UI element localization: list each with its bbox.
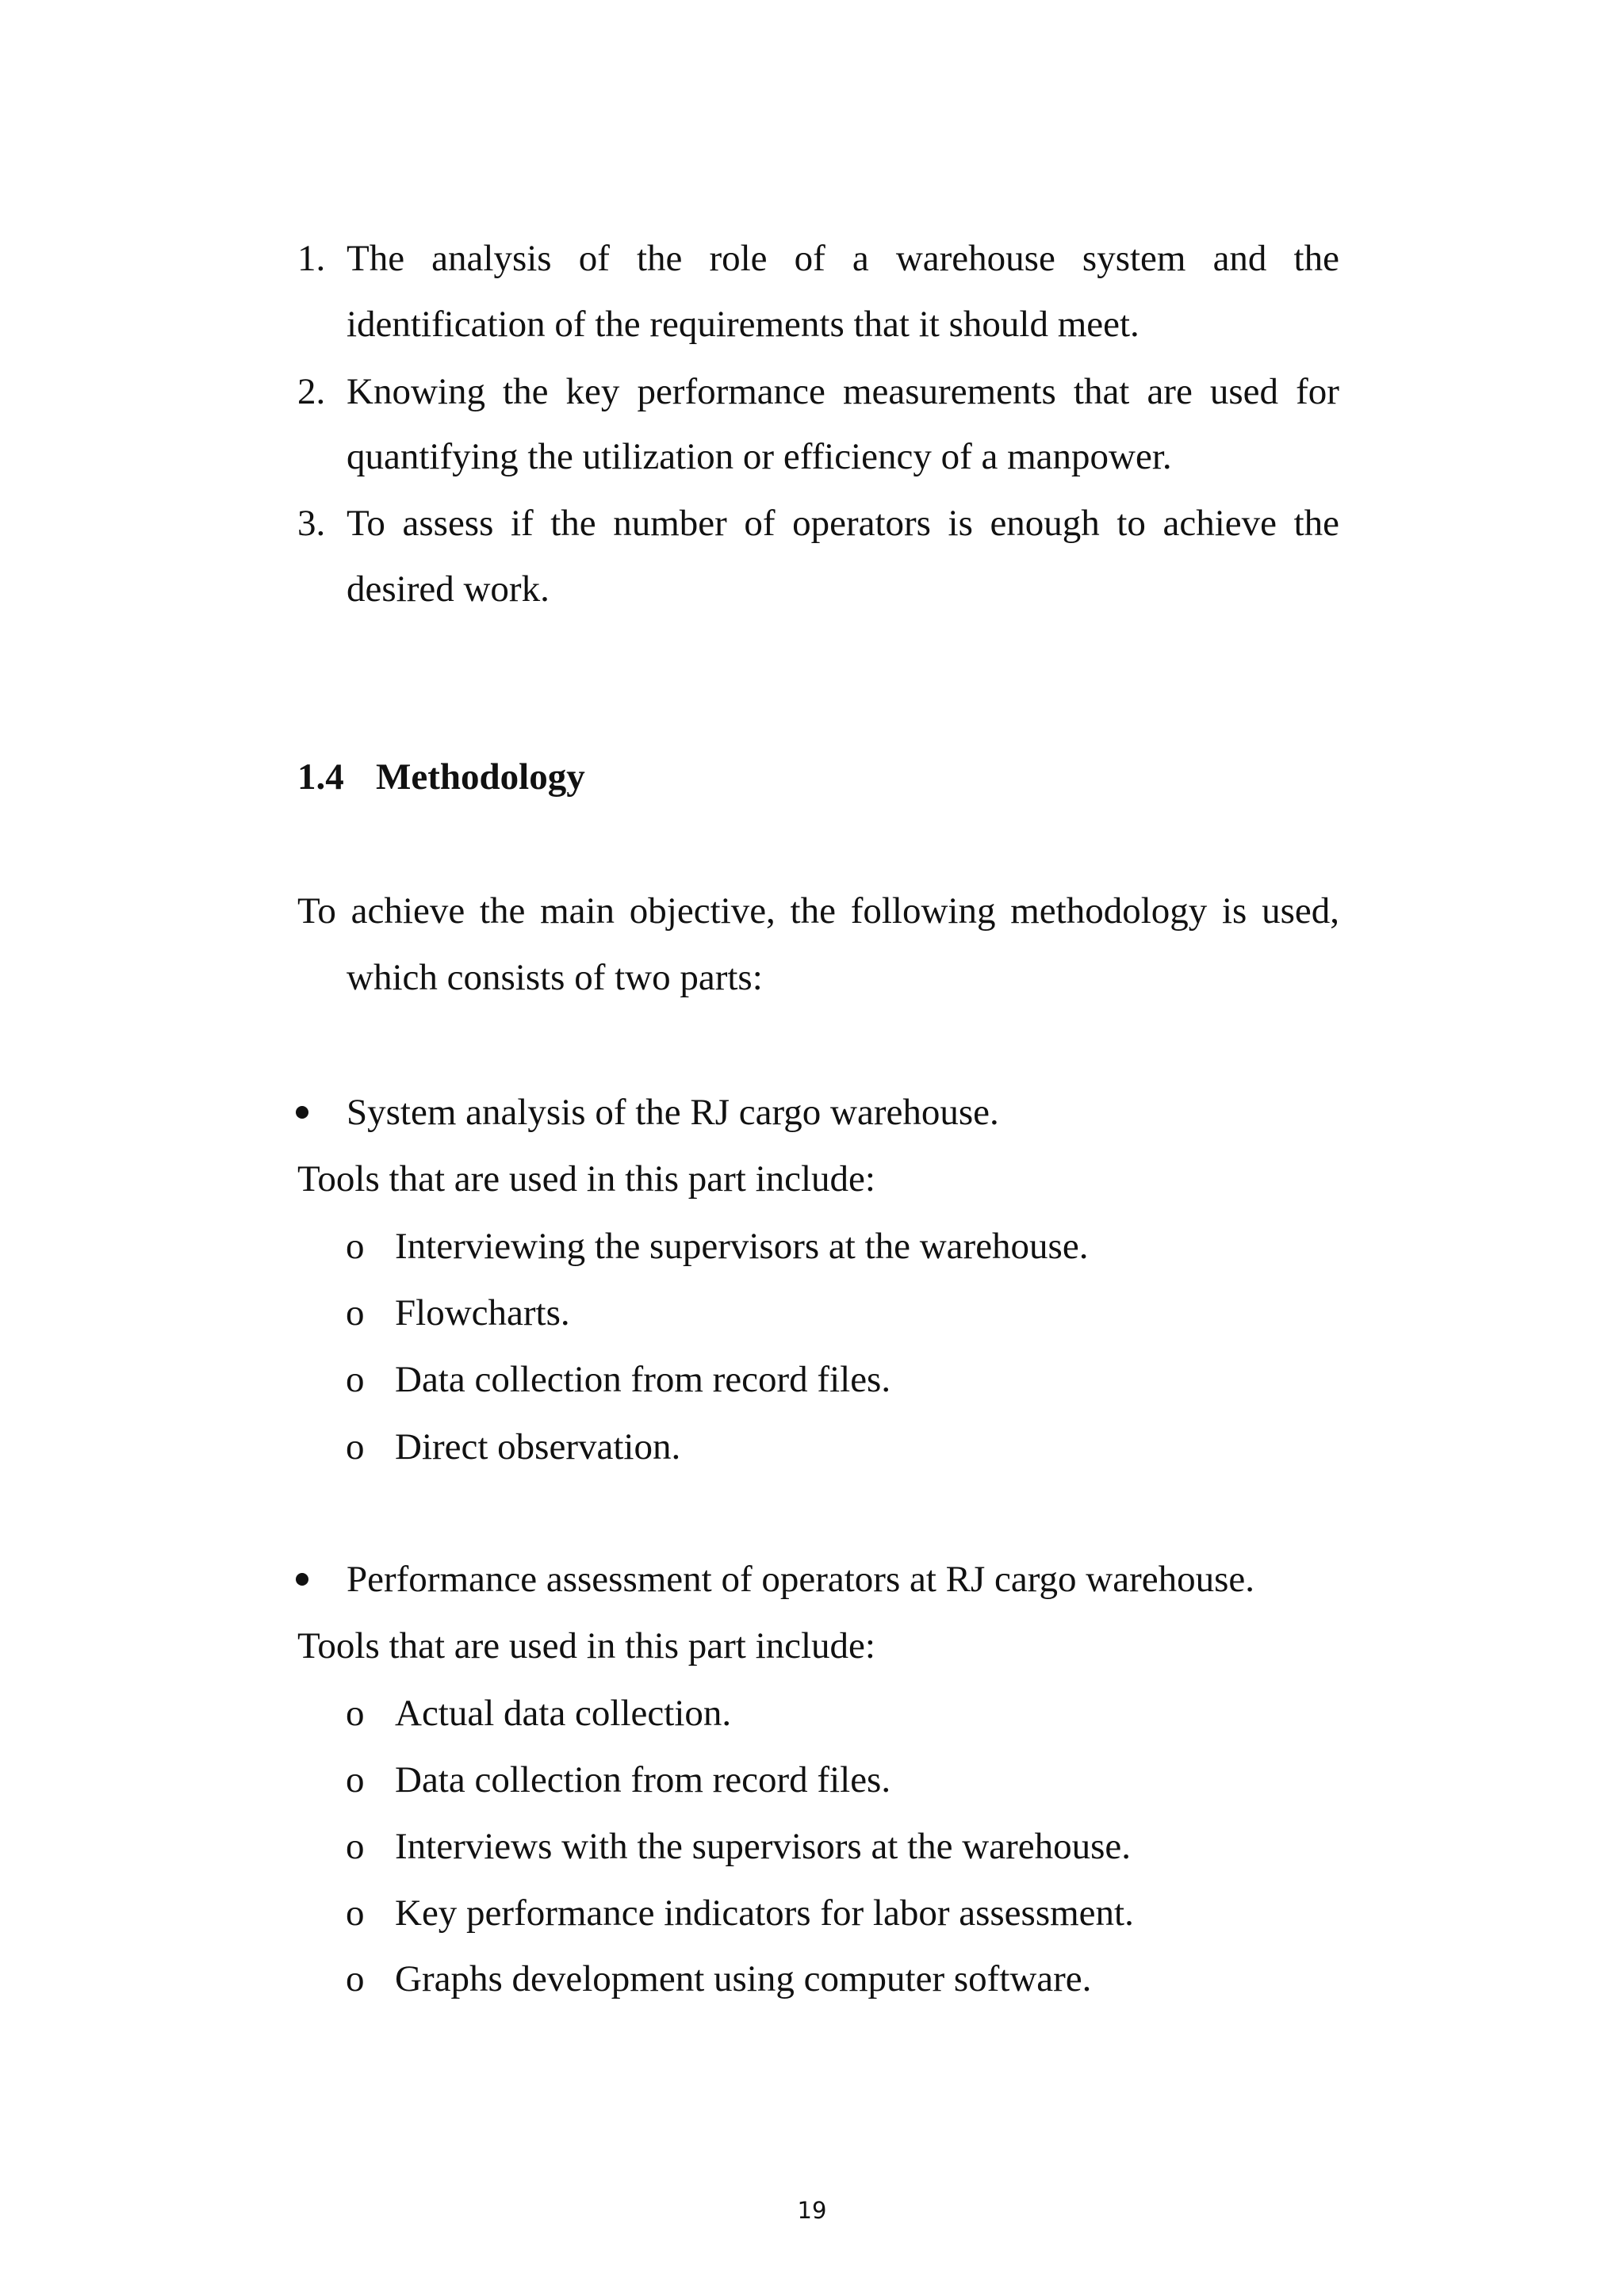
tool-item: Data collection from record files.: [395, 1359, 891, 1400]
sub-bullet-icon: o: [346, 1826, 365, 1867]
section-number: 1.4: [297, 756, 344, 798]
intro-line: [297, 887, 1339, 935]
tools-label: Tools that are used in this part include:: [297, 1625, 875, 1667]
part-title: Performance assessment of operators at RJ cargo warehouse.: [347, 1559, 1255, 1600]
word: that: [1073, 371, 1130, 412]
word: The: [347, 238, 405, 279]
page-number: 19: [797, 2197, 827, 2224]
objective-number: 1.: [297, 238, 326, 279]
sub-bullet-icon: o: [346, 1693, 365, 1734]
word: number: [613, 503, 727, 544]
word: achieve: [350, 890, 465, 932]
word: achieve: [1162, 503, 1277, 544]
tool-item: Actual data collection.: [395, 1693, 732, 1734]
objective-number: 2.: [297, 371, 326, 412]
intro-line-continued: which consists of two parts:: [347, 957, 763, 998]
word: To: [347, 503, 385, 544]
tool-item: Interviewing the supervisors at the warehouse.: [395, 1226, 1089, 1267]
sub-bullet-icon: o: [346, 1426, 365, 1468]
sub-bullet-icon: o: [346, 1359, 365, 1400]
word: main: [540, 890, 615, 932]
objective-line: [347, 499, 1339, 547]
word: the: [503, 371, 549, 412]
sub-bullet-icon: o: [346, 1958, 365, 1999]
word: warehouse: [895, 238, 1055, 279]
tool-item: Key performance indicators for labor assessment.: [395, 1892, 1134, 1934]
word: the: [1293, 503, 1339, 544]
section-title: Methodology: [376, 756, 585, 798]
bullet-icon: [296, 1573, 308, 1586]
word: objective,: [629, 890, 776, 932]
word: assess: [402, 503, 494, 544]
word: role: [709, 238, 768, 279]
word: Knowing: [347, 371, 485, 412]
word: following: [850, 890, 996, 932]
word: To: [297, 890, 336, 932]
word: is: [1222, 890, 1247, 932]
word: analysis: [431, 238, 552, 279]
part-title: System analysis of the RJ cargo warehouse.: [347, 1092, 999, 1133]
word: to: [1116, 503, 1146, 544]
word: of: [578, 238, 610, 279]
objective-line-continued: identification of the requirements that it should meet.: [347, 304, 1139, 345]
objective-line-continued: quantifying the utilization or efficiency of a manpower.: [347, 436, 1172, 477]
word: the: [550, 503, 596, 544]
word: operators: [792, 503, 931, 544]
word: of: [794, 238, 825, 279]
word: system: [1082, 238, 1186, 279]
word: and: [1212, 238, 1267, 279]
tool-item: Interviews with the supervisors at the warehouse.: [395, 1826, 1131, 1867]
word: the: [636, 238, 683, 279]
word: the: [790, 890, 836, 932]
word: are: [1147, 371, 1193, 412]
word: for: [1296, 371, 1339, 412]
tool-item: Flowcharts.: [395, 1292, 570, 1334]
tool-item: Direct observation.: [395, 1426, 681, 1468]
word: enough: [990, 503, 1100, 544]
sub-bullet-icon: o: [346, 1226, 365, 1267]
tool-item: Graphs development using computer software.: [395, 1958, 1092, 1999]
word: methodology: [1010, 890, 1208, 932]
sub-bullet-icon: o: [346, 1292, 365, 1334]
word: used: [1209, 371, 1279, 412]
word: a: [852, 238, 869, 279]
word: used,: [1262, 890, 1339, 932]
word: if: [510, 503, 534, 544]
word: the: [1293, 238, 1339, 279]
word: performance: [637, 371, 825, 412]
word: the: [479, 890, 526, 932]
sub-bullet-icon: o: [346, 1759, 365, 1800]
word: of: [744, 503, 776, 544]
word: key: [565, 371, 620, 412]
sub-bullet-icon: o: [346, 1892, 365, 1934]
word: is: [948, 503, 973, 544]
objective-line: [347, 235, 1339, 282]
objective-line: [347, 368, 1339, 415]
objective-line-continued: desired work.: [347, 568, 550, 610]
objective-number: 3.: [297, 503, 326, 544]
tool-item: Data collection from record files.: [395, 1759, 891, 1800]
bullet-icon: [296, 1106, 308, 1119]
tools-label: Tools that are used in this part include:: [297, 1158, 875, 1200]
word: measurements: [842, 371, 1056, 412]
